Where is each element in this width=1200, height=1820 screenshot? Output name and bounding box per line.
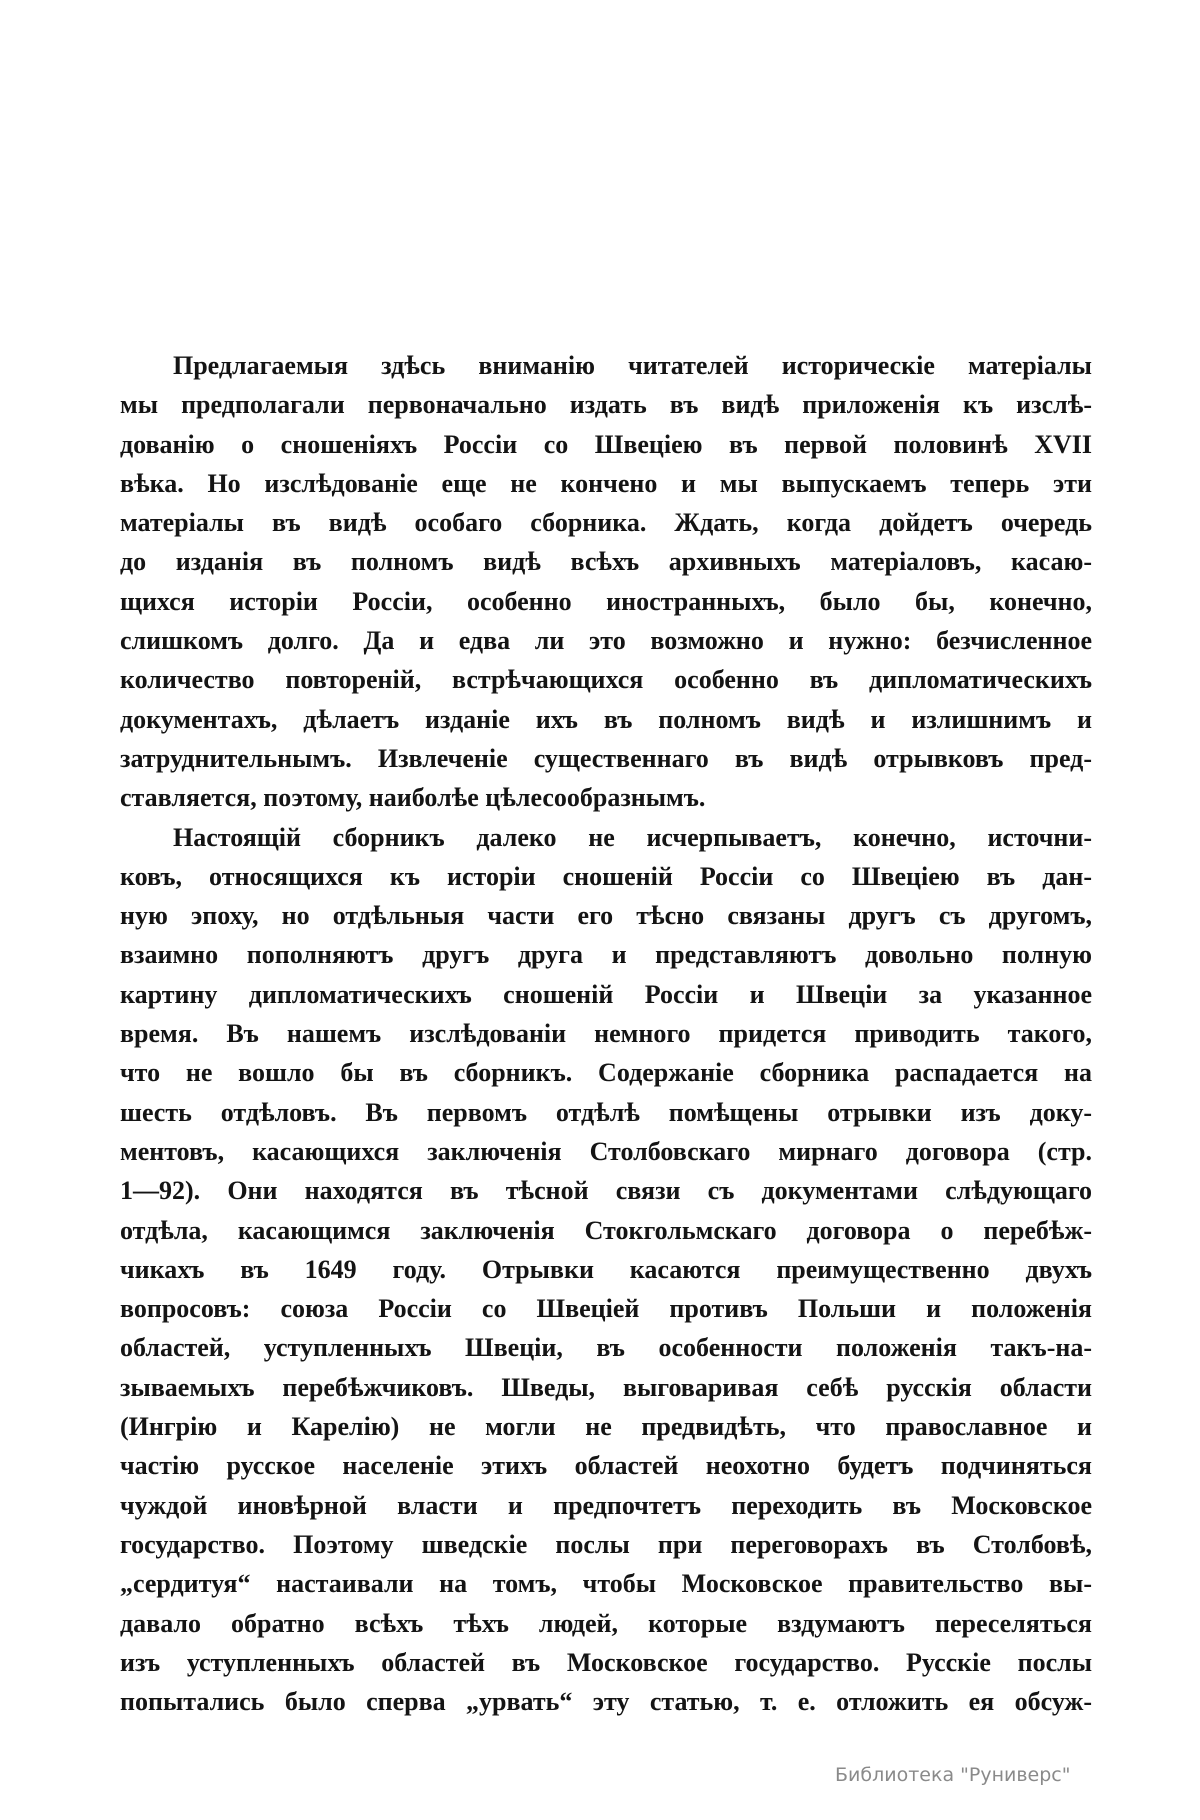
- text-line: давало обратно всѣхъ тѣхъ людей, которые вздумаютъ переселяться: [120, 1608, 1092, 1638]
- text-line: что не вошло бы въ сборникъ. Содержаніе сборника распадается на: [120, 1058, 1092, 1088]
- text-line: изъ уступленныхъ областей въ Московское государство. Русскіе послы: [120, 1647, 1092, 1677]
- text-line: время. Въ нашемъ изслѣдованіи немного придется приводить такого,: [120, 1019, 1092, 1049]
- text-line: чуждой иновѣрной власти и предпочтетъ переходить въ Московское: [120, 1490, 1092, 1520]
- paragraph: [120, 346, 1092, 818]
- text-line: вѣка. Но изслѣдованіе еще не кончено и мы выпускаемъ теперь эти: [120, 468, 1092, 498]
- text-line: ментовъ, касающихся заключенія Столбовскаго мирнаго договора (стр.: [120, 1136, 1092, 1166]
- text-line: (Ингрію и Карелію) не могли не предвидѣть, что православное и: [120, 1412, 1092, 1442]
- text-line: взаимно пополняютъ другъ друга и представляютъ довольно полную: [120, 940, 1092, 970]
- text-line: затруднительнымъ. Извлеченіе существеннаго въ видѣ отрывковъ пред-: [120, 743, 1092, 773]
- text-line: попытались было сперва „урвать“ эту статью, т. е. отложить ея обсуж-: [120, 1687, 1092, 1717]
- text-line: мы предполагали первоначально издать въ видѣ приложенія къ изслѣ-: [120, 390, 1092, 420]
- text-line: картину дипломатическихъ сношеній Россіи и Швеціи за указанное: [120, 979, 1092, 1009]
- text-line: матеріалы въ видѣ особаго сборника. Ждать, когда дойдетъ очередь: [120, 508, 1092, 538]
- text-line: Предлагаемыя здѣсь вниманію читателей историческіе матеріалы: [173, 351, 1092, 380]
- text-line: зываемыхъ перебѣжчиковъ. Шведы, выговаривая себѣ русскія области: [120, 1372, 1092, 1402]
- text-line: вопросовъ: союза Россіи со Швеціей противъ Польши и положенія: [120, 1294, 1092, 1324]
- text-line: документахъ, дѣлаетъ изданіе ихъ въ полномъ видѣ и излишнимъ и: [120, 704, 1092, 734]
- library-watermark: Библиотека "Руниверс": [835, 1764, 1071, 1786]
- text-line: ковъ, относящихся къ исторіи сношеній Россіи со Швеціею въ дан-: [120, 861, 1092, 891]
- text-line: шесть отдѣловъ. Въ первомъ отдѣлѣ помѣщены отрывки изъ доку-: [120, 1097, 1092, 1127]
- text-line: ную эпоху, но отдѣльныя части его тѣсно связаны другъ съ другомъ,: [120, 901, 1092, 931]
- text-line: ставляется, поэтому, наиболѣе цѣлесообразнымъ.: [120, 783, 706, 813]
- text-line: частію русское населеніе этихъ областей неохотно будетъ подчиняться: [120, 1451, 1092, 1481]
- text-line: количество повтореній, встрѣчающихся особенно въ дипломатическихъ: [120, 665, 1092, 695]
- text-line: слишкомъ долго. Да и едва ли это возможно и нужно: безчисленное: [120, 626, 1092, 656]
- text-line: „сердитуя“ настаивали на томъ, чтобы Московское правительство вы-: [120, 1569, 1092, 1599]
- text-line: чикахъ въ 1649 году. Отрывки касаются преимущественно двухъ: [120, 1254, 1092, 1284]
- page-body-text: [120, 346, 1092, 1721]
- text-line: до изданія въ полномъ видѣ всѣхъ архивныхъ матеріаловъ, касаю-: [120, 547, 1092, 577]
- paragraph: [120, 818, 1092, 1722]
- text-line: 1—92). Они находятся въ тѣсной связи съ документами слѣдующаго: [120, 1176, 1092, 1206]
- text-line: Настоящій сборникъ далеко не исчерпываетъ, конечно, источни-: [173, 822, 1092, 852]
- text-line: дованію о сношеніяхъ Россіи со Швеціею въ первой половинѣ XVII: [120, 429, 1092, 459]
- text-line: государство. Поэтому шведскіе послы при переговорахъ въ Столбовѣ,: [120, 1529, 1092, 1559]
- text-line: отдѣла, касающимся заключенія Стокгольмскаго договора о перебѣж-: [120, 1215, 1092, 1245]
- text-line: областей, уступленныхъ Швеціи, въ особенности положенія такъ-на-: [120, 1333, 1092, 1363]
- text-line: щихся исторіи Россіи, особенно иностранныхъ, было бы, конечно,: [120, 586, 1092, 616]
